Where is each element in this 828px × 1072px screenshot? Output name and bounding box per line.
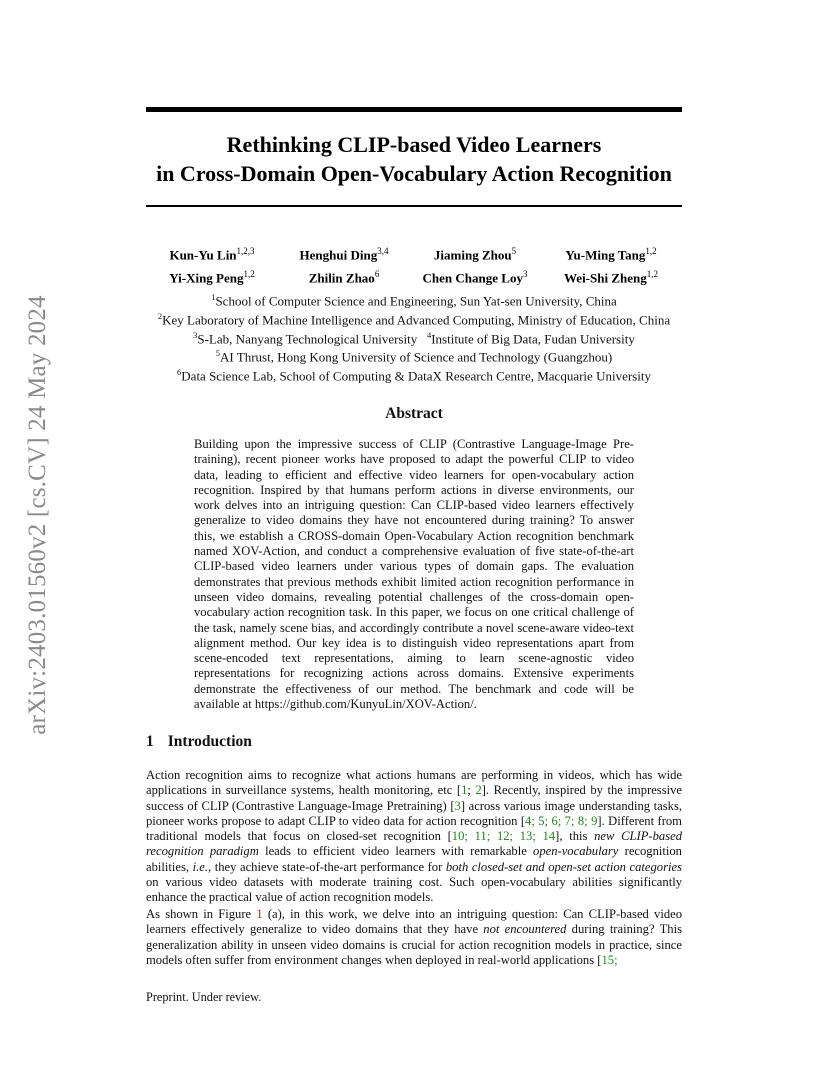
section-number: 1: [146, 733, 154, 750]
citation-link[interactable]: 15;: [601, 952, 618, 967]
author-list: [146, 243, 682, 287]
author: Henghui Ding$^{3,4}$: [299, 246, 389, 263]
intro-paragraph-1: Action recognition aims to recognize what actions humans are performing in videos, which has wide applications in surveillance systems, health monitoring, etc [1; 2]. Recently, inspired by the impressive success of CLIP (Contrastive Language-Image Pretraining) [3] across various image understanding tasks, pioneer works propose to adapt CLIP to video data for action recognition [4; 5; 6; 7; 8; 9]. Different from traditional models that focus on closed-set recognition [10; 11; 12; 13; 14], this new CLIP-based recognition paradigm leads to efficient video learners with remarkable open-vocabulary recognition abilities, i.e., they achieve state-of-the-art performance for both closed-set and open-set action categories on various video datasets with moderate training cost. Such open-vocabulary abilities significantly enhance the practical value of action recognition models.: [146, 768, 682, 905]
author: Zhilin Zhao$^6$: [308, 269, 380, 286]
title-line-2: in Cross-Domain Open-Vocabulary Action Recognition: [156, 161, 672, 186]
section-heading-introduction: [146, 733, 252, 751]
title-bottom-rule: [146, 205, 682, 207]
citation-link[interactable]: 1: [461, 783, 468, 798]
author: Yu-Ming Tang$^{1,2}$: [565, 246, 657, 263]
abstract-body: Building upon the impressive success of CLIP (Contrastive Language-Image Pre-training), recent pioneer works have proposed to adapt the powerful CLIP to video data, leading to efficient and effective video learners for open-vocabulary action recognition. Inspired by that humans perform actions in diverse environments, our work delves into an intriguing question: Can CLIP-based video learners effectively generalize to video domains they have not encountered during training? To answer this, we establish a CROSS-domain Open-Vocabulary Action recognition benchmark named XOV-Action, and conduct a comprehensive evaluation of five state-of-the-art CLIP-based video learners under various types of domain gaps. The evaluation demonstrates that previous methods exhibit limited action recognition performance in unseen video domains, revealing potential challenges of the cross-domain open-vocabulary action recognition task. In this paper, we focus on one critical challenge of the task, namely scene bias, and accordingly contribute a novel scene-aware video-text alignment method. Our key idea is to distinguish video representations apart from scene-encoded text representations, aiming to learn scene-agnostic video representations for recognizing actions across domains. Extensive experiments demonstrate the effectiveness of our method. The benchmark and code will be available at https://github.com/KunyuLin/XOV-Action/.: [194, 437, 634, 712]
citation-link[interactable]: 4; 5; 6; 7; 8; 9: [525, 813, 598, 828]
affiliations: [146, 290, 682, 384]
affiliation-line: $^3$S-Lab, Nanyang Technological University $^4$Institute of Big Data, Fudan University: [193, 329, 635, 346]
author: Yi-Xing Peng$^{1,2}$: [169, 269, 255, 286]
affiliation-line: $^5$AI Thrust, Hong Kong University of Science and Technology (Guangzhou): [215, 348, 613, 365]
affiliation-line: $^1$School of Computer Science and Engineering, Sun Yat-sen University, China: [211, 292, 617, 309]
page-footer: Preprint. Under review.: [146, 990, 262, 1004]
citation-link[interactable]: 10; 11; 12; 13; 14: [451, 829, 556, 844]
intro-paragraph-2: As shown in Figure 1 (a), in this work, we delve into an intriguing question: Can CLIP-based video learners effectively generalize to video domains that they have not encountered during training? This generalization ability in unseen video domains is crucial for action recognition models in practice, since models often suffer from environment changes when deployed in real-world applications [15;: [146, 907, 683, 967]
arxiv-identifier-text: arXiv:2403.01560v2 [cs.CV] 24 May 2024: [24, 295, 51, 735]
author: Jiaming Zhou$^5$: [433, 246, 517, 263]
figure-reference-link[interactable]: 1: [256, 907, 263, 921]
title-top-rule: [146, 107, 682, 112]
author: Kun-Yu Lin$^{1,2,3}$: [169, 246, 255, 263]
affiliation-line: $^2$Key Laboratory of Machine Intelligence and Advanced Computing, Ministry of Education, China: [157, 310, 671, 328]
paper-title: [146, 130, 682, 188]
abstract-heading: Abstract: [385, 405, 443, 422]
author: Wei-Shi Zheng$^{1,2}$: [564, 269, 658, 286]
title-line-1: Rethinking CLIP-based Video Learners: [226, 132, 602, 157]
affiliation-line: $^6$Data Science Lab, School of Computing & DataX Research Centre, Macquarie University: [177, 367, 651, 384]
citation-link[interactable]: 2: [475, 783, 482, 798]
section-title: Introduction: [167, 733, 252, 750]
citation-link[interactable]: 3: [454, 798, 461, 813]
author: Chen Change Loy$^3$: [422, 269, 528, 286]
arxiv-identifier-stamp: [8, 270, 68, 760]
